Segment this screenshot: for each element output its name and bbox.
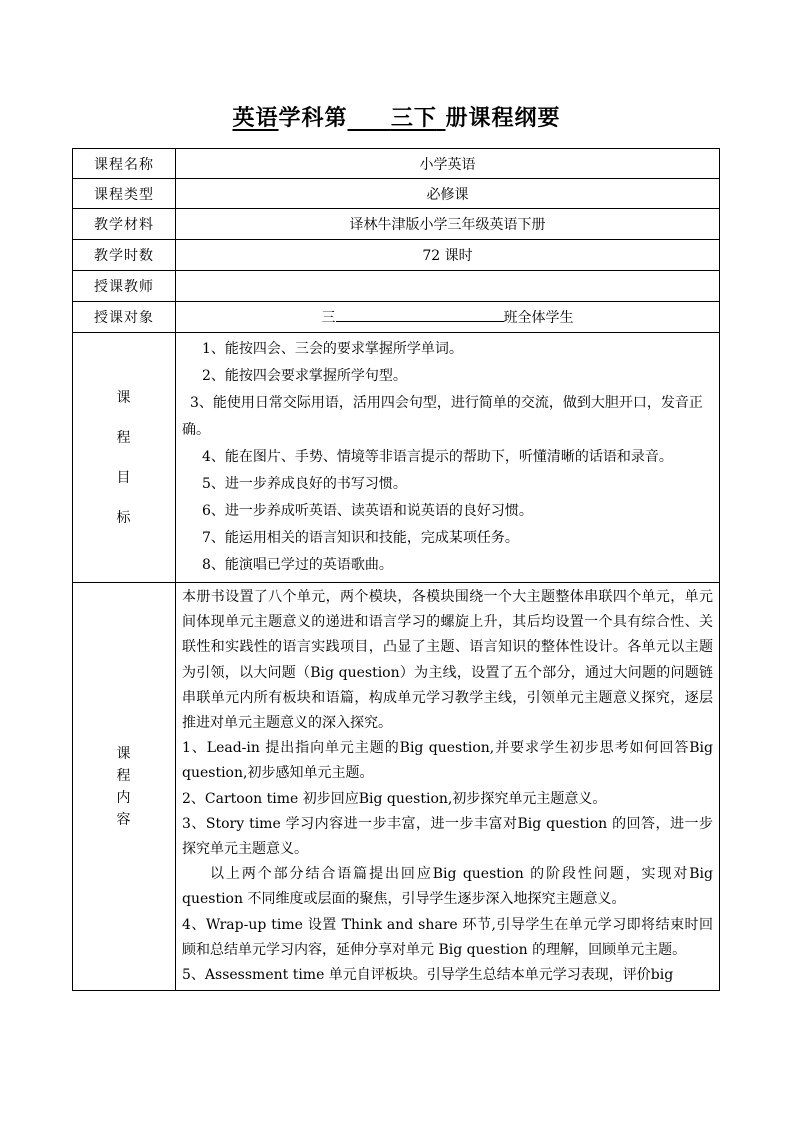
content-paragraph: 4、Wrap-up time 设置 Think and share 环节,引导学生在单元学习即将结束时回顾和总结单元学习内容，延伸分享对单元 Big question 的理解，回顾单元主题。 — [182, 916, 713, 958]
audience-prefix: 三 — [321, 310, 336, 326]
content-body — [176, 583, 720, 991]
goal-item: 5、进一步养成良好的书写习惯。 — [202, 476, 407, 492]
title-end: 册课程纲要 — [445, 105, 561, 131]
audience-value — [176, 302, 720, 333]
table-row — [73, 149, 720, 179]
title-subject: 英语 — [232, 105, 279, 131]
document-title — [0, 101, 793, 132]
teacher-value — [176, 271, 720, 302]
goals-row — [73, 333, 720, 583]
audience-suffix: 班全体学生 — [503, 310, 574, 326]
row-label: 教学时数 — [73, 240, 176, 271]
goal-item: 8、能演唱已学过的英语歌曲。 — [202, 557, 393, 573]
content-row — [73, 583, 720, 991]
class-blank-line — [336, 307, 504, 322]
content-paragraph: 以上两个部分结合语篇提出回应Big question 的阶段性问题，实现对Big question 不同维度或层面的聚焦，引导学生逐步深入地探究主题意义。 — [182, 866, 713, 908]
goal-item: 4、能在图片、手势、情境等非语言提示的帮助下，听懂清晰的话语和录音。 — [202, 449, 673, 465]
row-value: 必修课 — [176, 179, 720, 209]
row-label: 授课教师 — [73, 271, 176, 302]
goal-item: 2、能按四会要求掌握所学句型。 — [202, 368, 407, 384]
row-label: 课程类型 — [73, 179, 176, 209]
goal-item: 1、能按四会、三会的要求掌握所学单词。 — [202, 341, 463, 357]
goals-list — [176, 333, 720, 583]
row-label: 授课对象 — [73, 302, 176, 333]
table-row — [73, 271, 720, 302]
row-label: 课程名称 — [73, 149, 176, 179]
content-label: 课 程 内 容 — [73, 583, 176, 991]
goals-label: 课 程 目 标 — [73, 333, 176, 583]
content-paragraph: 5、Assessment time 单元自评板块。引导学生总结本单元学习表现，评价big — [182, 967, 674, 984]
content-paragraph: 1、Lead-in 提出指向单元主题的Big question,并要求学生初步思考如何回答Big question,初步感知单元主题。 — [182, 740, 713, 782]
goal-item: 6、进一步养成听英语、读英语和说英语的良好习惯。 — [202, 503, 533, 519]
table-row — [73, 240, 720, 271]
row-value: 小学英语 — [176, 149, 720, 179]
goal-item: 7、能运用相关的语言知识和技能，完成某项任务。 — [202, 530, 519, 546]
row-value: 译林牛津版小学三年级英语下册 — [176, 209, 720, 240]
goal-item: 3、能使用日常交际用语，活用四会句型，进行简单的交流，做到大胆开口，发音正确。 — [182, 395, 703, 438]
content-paragraph: 3、Story time 学习内容进一步丰富，进一步丰富对Big question 的回答，进一步探究单元主题意义。 — [182, 815, 713, 858]
content-paragraph: 本册书设置了八个单元，两个模块，各模块围绕一个大主题整体串联四个单元，单元间体现单元主题意义的递进和语言学习的螺旋上升，其后均设置一个具有综合性、关联性和实践性的语言实践项目，凸显了主题、语言知识的整体性设计。各单元以主题为引领，以大问题（Big question）为主线，设置了五个部分，通过大问题的问题链串联单元内所有板块和语篇，构成单元学习教学主线，引领单元主题意义探究，逐层推进对单元主题意义的深入探究。 — [182, 589, 713, 732]
table-row — [73, 302, 720, 333]
title-middle: 学科第 — [278, 105, 348, 131]
row-value: 72 课时 — [176, 240, 720, 271]
course-outline-table — [72, 148, 720, 991]
table-row — [73, 209, 720, 240]
content-paragraph: 2、Cartoon time 初步回应Big question,初步探究单元主题意义。 — [182, 790, 607, 807]
row-label: 教学材料 — [73, 209, 176, 240]
table-row — [73, 179, 720, 209]
title-grade: 三下 — [390, 105, 437, 131]
